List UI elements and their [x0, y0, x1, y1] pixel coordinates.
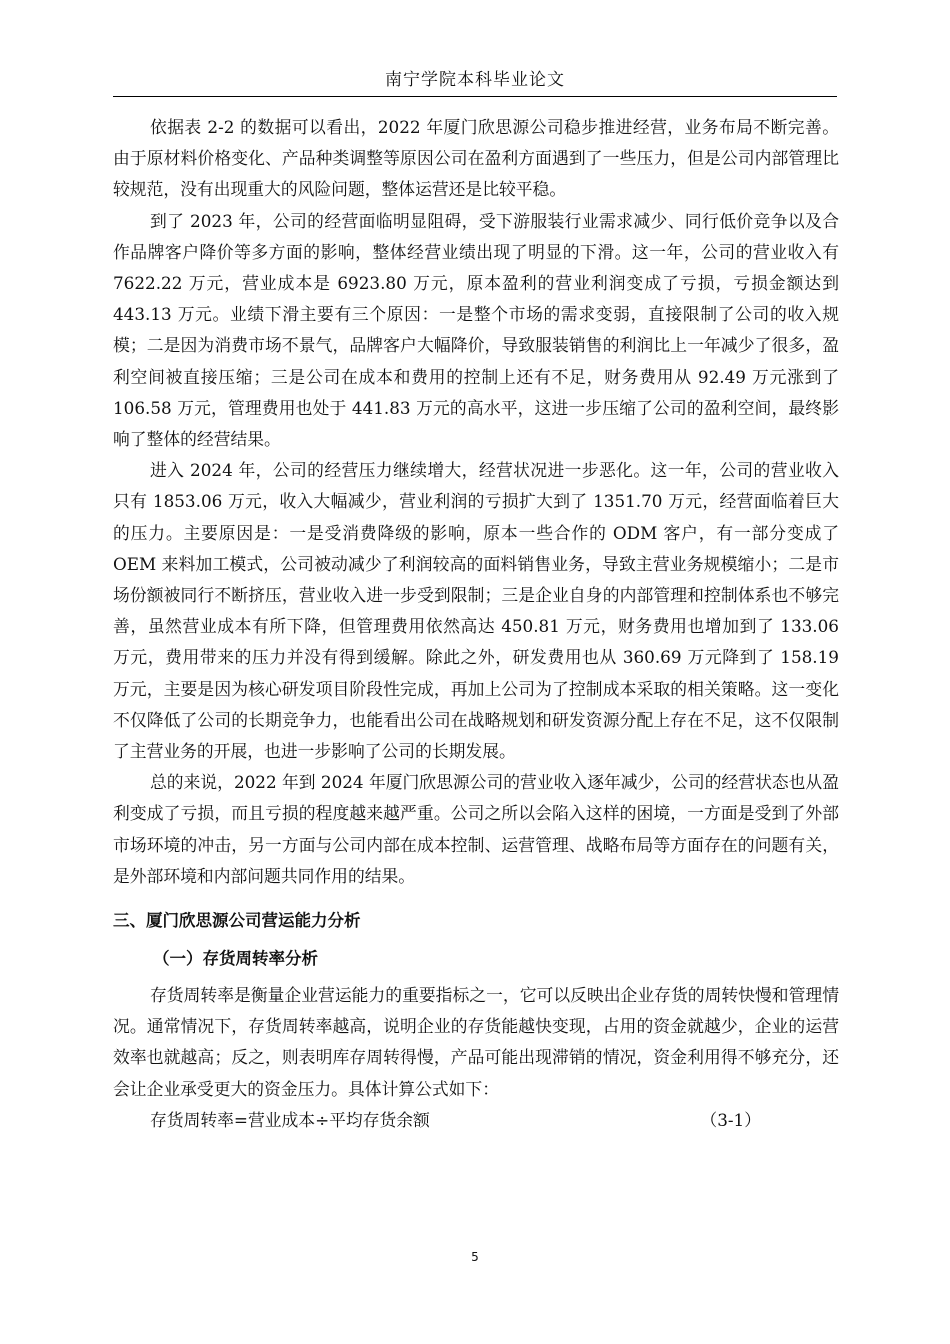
paragraph-2024-analysis: 进入 2024 年，公司的经营压力继续增大，经营状况进一步恶化。这一年，公司的营业收入只有 1853.06 万元，收入大幅减少，营业利润的亏损扩大到了 1351.70 万元，经营面临着巨大的压力。主要原因是：一是受消费降级的影响，原本一些合作的 ODM 客户，有一部分变成了 OEM 来料加工模式，公司被动减少了利润较高的面料销售业务，导致主营业务规模缩小；二是市场份额被同行不断挤压，营业收入进一步受到限制；三是企业自身的内部管理和控制体系也不够完善，虽然营业成本有所下降，但管理费用依然高达 450.81 万元，财务费用也增加到了 133.06 万元，费用带来的压力并没有得到缓解。除此之外，研发费用也从 360.69 万元降到了 158.19 万元，主要是因为核心研发项目阶段性完成，再加上公司为了控制成本采取的相关策略。这一变化不仅降低了公司的长期竞争力，也能看出公司在战略规划和研发资源分配上存在不足，这不仅限制了主营业务的开展，也进一步影响了公司的长期发展。 [113, 460, 839, 762]
running-header: 南宁学院本科毕业论文 [385, 70, 565, 90]
formula-text: 存货周转率=营业成本÷平均存货余额 [150, 1109, 430, 1130]
formula-number: （3-1） [700, 1109, 761, 1130]
formula-line [113, 1105, 839, 1136]
page-number: 5 [471, 1250, 479, 1264]
paragraph-inventory-turnover: 存货周转率是衡量企业营运能力的重要指标之一，它可以反映出企业存货的周转快慢和管理情况。通常情况下，存货周转率越高，说明企业的存货能越快变现，占用的资金就越少，企业的运营效率也就越高；反之，则表明库存周转得慢，产品可能出现滞销的情况，资金利用得不够充分，还会让企业承受更大的资金压力。具体计算公式如下： [113, 985, 839, 1099]
paragraph-summary: 总的来说，2022 年到 2024 年厦门欣思源公司的营业收入逐年减少，公司的经营状态也从盈利变成了亏损，而且亏损的程度越来越严重。公司之所以会陷入这样的困境，一方面是受到了外部市场环境的冲击，另一方面与公司内部在成本控制、运营管理、战略布局等方面存在的问题有关，是外部环境和内部问题共同作用的结果。 [113, 772, 839, 886]
header-divider [113, 96, 837, 97]
paragraph-2023-analysis: 到了 2023 年，公司的经营面临明显阻碍，受下游服装行业需求减少、同行低价竞争以及合作品牌客户降价等多方面的影响，整体经营业绩出现了明显的下滑。这一年，公司的营业收入有 7622.22 万元，营业成本是 6923.80 万元，原本盈利的营业利润变成了亏损，亏损金额达到 443.13 万元。业绩下滑主要有三个原因：一是整个市场的需求变弱，直接限制了公司的收入规模；二是因为消费市场不景气，品牌客户大幅降价，导致服装销售的利润比上一年减少了很多，盈利空间被直接压缩；三是公司在成本和费用的控制上还有不足，财务费用从 92.49 万元涨到了 106.58 万元，管理费用也处于 441.83 万元的高水平，这进一步压缩了公司的盈利空间，最终影响了整体的经营结果。 [113, 210, 839, 450]
section-heading: 三、厦门欣思源公司营运能力分析 [113, 911, 361, 931]
paragraph-2022-overview: 依据表 2-2 的数据可以看出，2022 年厦门欣思源公司稳步推进经营，业务布局不断完善。由于原材料价格变化、产品种类调整等原因公司在盈利方面遇到了一些压力，但是公司内部管理比较规范，没有出现重大的风险问题，整体运营还是比较平稳。 [113, 117, 839, 200]
main-content [113, 112, 839, 1136]
subsection-heading: （一）存货周转率分析 [153, 949, 318, 969]
